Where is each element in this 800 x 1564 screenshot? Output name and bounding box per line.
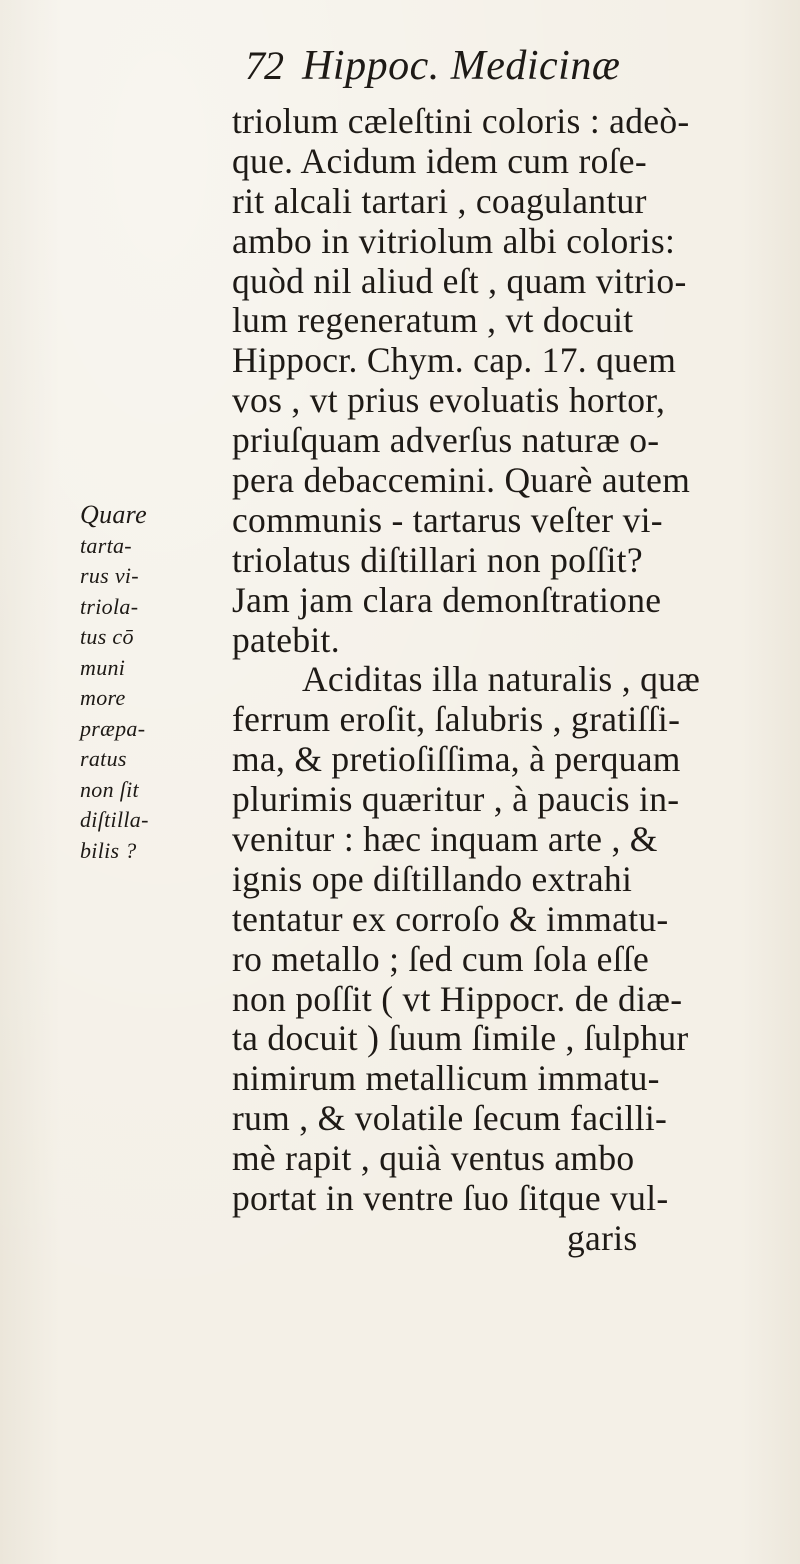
margin-line: more bbox=[80, 685, 126, 710]
margin-line: triola- bbox=[80, 593, 139, 619]
paragraph-start-line: Aciditas illa naturalis , quæ bbox=[302, 659, 701, 700]
margin-line: tarta- bbox=[80, 532, 132, 558]
text-line: non poſſit ( vt Hippocr. de diæ- bbox=[232, 978, 683, 1019]
page-header bbox=[245, 42, 620, 102]
margin-line: diſtilla- bbox=[80, 807, 149, 832]
text-line: tentatur ex corroſo & immatu- bbox=[232, 898, 669, 939]
text-line: mè rapit , quià ventus ambo bbox=[232, 1138, 635, 1179]
text-line: communis - tartarus veſter vi- bbox=[232, 499, 663, 540]
page-number: 72 bbox=[245, 43, 283, 88]
marginal-note bbox=[80, 500, 230, 866]
margin-line: rus vi- bbox=[80, 563, 139, 588]
margin-line: bilis ? bbox=[80, 837, 137, 863]
margin-line: muni bbox=[80, 654, 126, 680]
text-line: quòd nil aliud eſt , quam vitrio- bbox=[232, 260, 687, 301]
text-line: ignis ope diſtillando extrahi bbox=[232, 858, 633, 899]
text-line: Jam jam clara demonſtratione bbox=[232, 579, 662, 620]
text-line: triolatus diſtillari non poſſit? bbox=[232, 539, 643, 580]
text-line: ro metallo ; ſed cum ſola eſſe bbox=[232, 938, 650, 979]
margin-line: præpa- bbox=[80, 715, 146, 741]
text-line: pera debaccemini. Quarè autem bbox=[232, 460, 691, 501]
text-line: plurimis quæritur , à paucis in- bbox=[232, 779, 680, 820]
text-line: ma, & pretioſiſſima, à perquam bbox=[232, 739, 681, 780]
running-head: Hippoc. Medicinæ bbox=[302, 43, 621, 89]
margin-line: tus cō bbox=[80, 624, 134, 649]
catchword: garis bbox=[567, 1217, 638, 1258]
margin-line: ratus bbox=[80, 746, 127, 771]
text-line: patebit. bbox=[232, 619, 340, 660]
margin-line: Quare bbox=[80, 500, 147, 529]
text-line: venitur : hæc inquam arte , & bbox=[232, 819, 658, 860]
text-line: nimirum metallicum immatu- bbox=[232, 1058, 660, 1099]
text-line: ferrum eroſit, ſalubris , gratiſſi- bbox=[232, 699, 681, 740]
margin-line: non ſit bbox=[80, 776, 139, 802]
text-line: que. Acidum idem cum roſe- bbox=[232, 140, 647, 181]
text-line: rum , & volatile ſecum facilli- bbox=[232, 1098, 668, 1139]
text-line: vos , vt prius evoluatis hortor, bbox=[232, 380, 666, 421]
text-line: ambo in vitriolum albi coloris: bbox=[232, 220, 676, 261]
text-line: priuſquam adverſus naturæ o- bbox=[232, 420, 660, 461]
text-line: Hippocr. Chym. cap. 17. quem bbox=[232, 340, 677, 381]
text-line: lum regeneratum , vt docuit bbox=[232, 300, 634, 341]
text-line: triolum cæleſtini coloris : adeò- bbox=[232, 101, 690, 141]
text-line: portat in ventre ſuo ſitque vul- bbox=[232, 1178, 669, 1219]
main-text bbox=[232, 102, 792, 1259]
text-line: ta docuit ) ſuum ſimile , ſulphur bbox=[232, 1018, 689, 1059]
text-line: rit alcali tartari , coagulantur bbox=[232, 180, 647, 221]
